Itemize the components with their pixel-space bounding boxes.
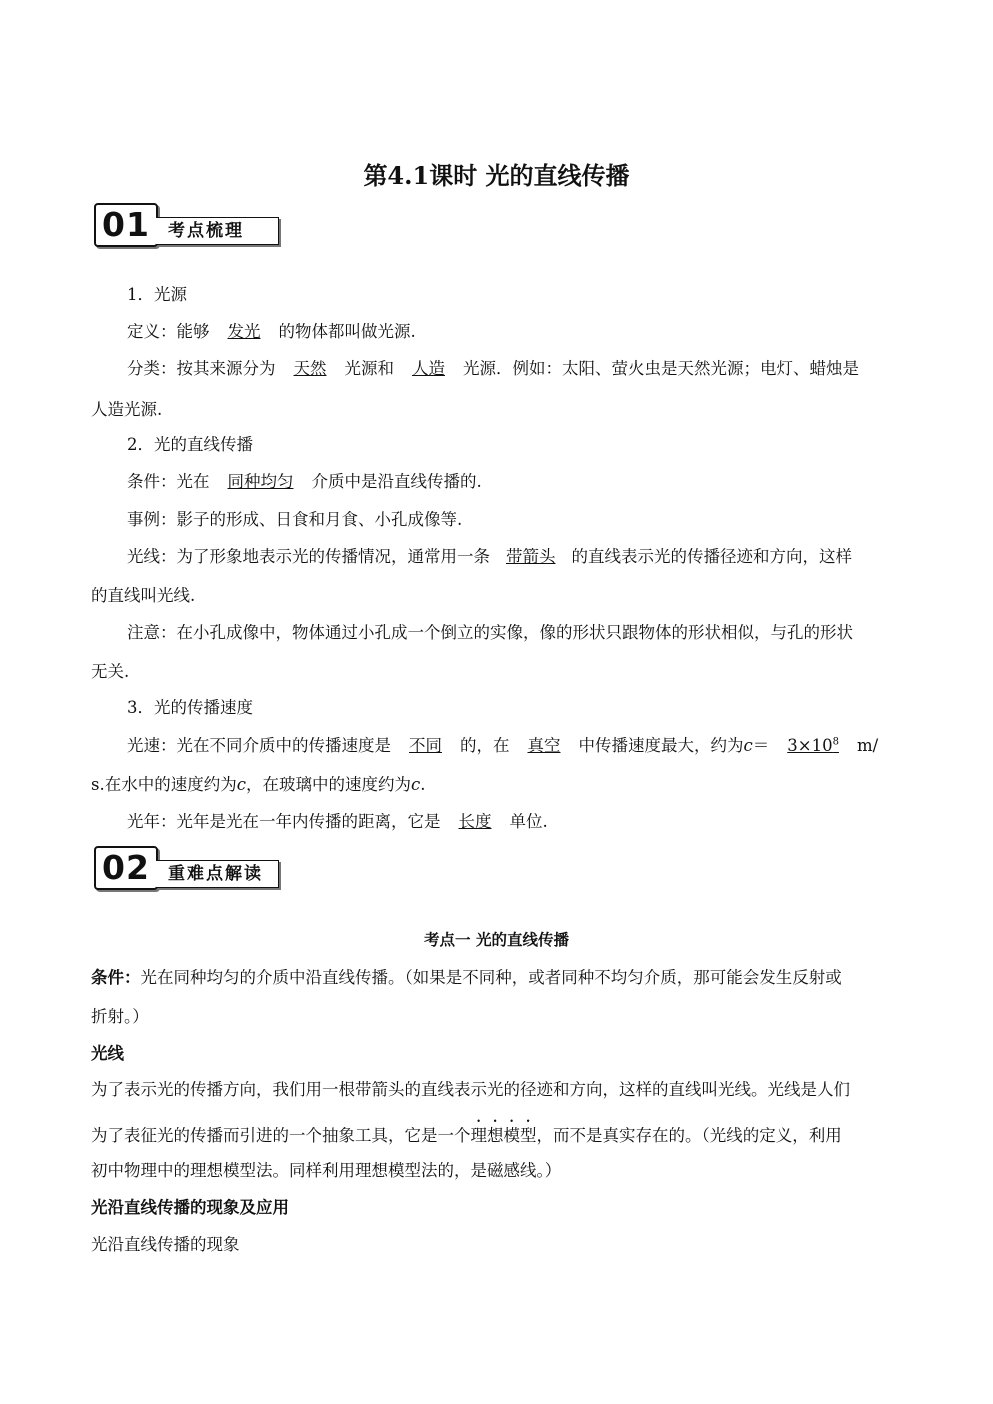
heading-rectilinear: 2．光的直线传播 — [127, 435, 253, 454]
answer-blank: 长度 — [458, 812, 492, 831]
text: 光源．例如：太阳、萤火虫是天然光源；电灯、蜡烛是 — [463, 359, 859, 378]
text: 光在同种均匀的介质中沿直线传播。（如果是不同种，或者同种不均匀介质，那可能会发生反射或 — [140, 968, 842, 987]
section-number: 02 — [94, 846, 158, 890]
section-label: 重难点解读 — [156, 860, 279, 888]
light-ray-paragraph-2 — [91, 1117, 842, 1146]
text: 中传播速度最大，约为 — [578, 736, 744, 755]
text: 条件：光在 — [127, 472, 210, 491]
text: ＝ — [752, 736, 770, 755]
answer-blank: 真空 — [527, 736, 561, 755]
classification-continued: 人造光源. — [91, 400, 163, 419]
answer-blank: 带箭头 — [506, 547, 556, 566]
text: m/ — [856, 736, 879, 755]
heading-speed: 3．光的传播速度 — [127, 698, 253, 717]
note-line: 注意：在小孔成像中，物体通过小孔成一个倒立的实像，像的形状只跟物体的形状相似，与孔的形状 — [127, 623, 853, 642]
phenomena-subheading: 光沿直线传播的现象 — [91, 1235, 240, 1254]
text: 的，在 — [460, 736, 510, 755]
answer-blank: 同种均匀 — [227, 472, 294, 491]
text: 单位. — [509, 812, 548, 831]
text: 的直线表示光的传播径迹和方向，这样 — [571, 547, 852, 566]
classification-line — [127, 355, 859, 379]
text: . — [420, 775, 426, 794]
page-title: 第4.1课时 光的直线传播 — [363, 161, 630, 190]
section-number: 01 — [94, 203, 158, 247]
light-ray-paragraph-1: 为了表示光的传播方向，我们用一根带箭头的直线表示光的径迹和方向，这样的直线叫光线。光线是人们 — [91, 1080, 850, 1099]
speed-value: 3×10 — [787, 736, 833, 755]
symbol-c: c — [410, 775, 421, 794]
text: 定义：能够 — [127, 322, 210, 341]
light-year-line — [127, 808, 548, 832]
condition-line — [127, 468, 482, 492]
section-label: 考点梳理 — [156, 217, 279, 245]
note-continued: 无关. — [91, 662, 130, 681]
answer-blank — [769, 736, 857, 755]
text: 为了表征光的传播而引进的一个抽象工具，它是一个 — [91, 1126, 471, 1145]
heading-light-source: 1．光源 — [127, 285, 187, 304]
text: ，而不是真实存在的。（光线的定义，利用 — [536, 1126, 842, 1145]
text: 分类：按其来源分为 — [127, 359, 276, 378]
examples-line: 事例：影子的形成、日食和月食、小孔成像等. — [127, 510, 463, 529]
exponent: 8 — [832, 736, 839, 748]
answer-blank: 人造 — [412, 359, 445, 378]
emphasized-text: 理想模型 — [470, 1126, 537, 1145]
condition-paragraph-continued: 折射。） — [91, 1007, 149, 1026]
symbol-c: c — [743, 736, 753, 755]
definition-line — [127, 318, 416, 342]
text: 光年：光年是光在一年内传播的距离，它是 — [127, 812, 441, 831]
text: 光源和 — [344, 359, 394, 378]
condition-label: 条件： — [91, 968, 141, 987]
text: 介质中是沿直线传播的. — [311, 472, 482, 491]
speed-continued — [91, 771, 425, 795]
application-heading: 光沿直线传播的现象及应用 — [91, 1198, 289, 1217]
light-ray-continued: 的直线叫光线. — [91, 586, 196, 605]
topic-heading: 考点一 光的直线传播 — [424, 930, 569, 949]
text: 光线：为了形象地表示光的传播情况，通常用一条 — [127, 547, 490, 566]
light-ray-line — [127, 543, 852, 567]
answer-blank: 不同 — [409, 736, 442, 755]
answer-blank: 发光 — [227, 322, 261, 341]
text: 光速：光在不同介质中的传播速度是 — [127, 736, 391, 755]
light-ray-heading: 光线 — [91, 1044, 124, 1063]
answer-blank: 天然 — [293, 359, 327, 378]
text: 的物体都叫做光源. — [278, 322, 416, 341]
text: s.在水中的速度约为 — [91, 775, 237, 794]
light-ray-paragraph-3: 初中物理中的理想模型法。同样利用理想模型法的，是磁感线。） — [91, 1161, 562, 1180]
speed-line — [127, 732, 878, 756]
symbol-c: c — [236, 775, 246, 794]
text: ，在玻璃中的速度约为 — [245, 775, 411, 794]
condition-paragraph — [91, 964, 842, 988]
